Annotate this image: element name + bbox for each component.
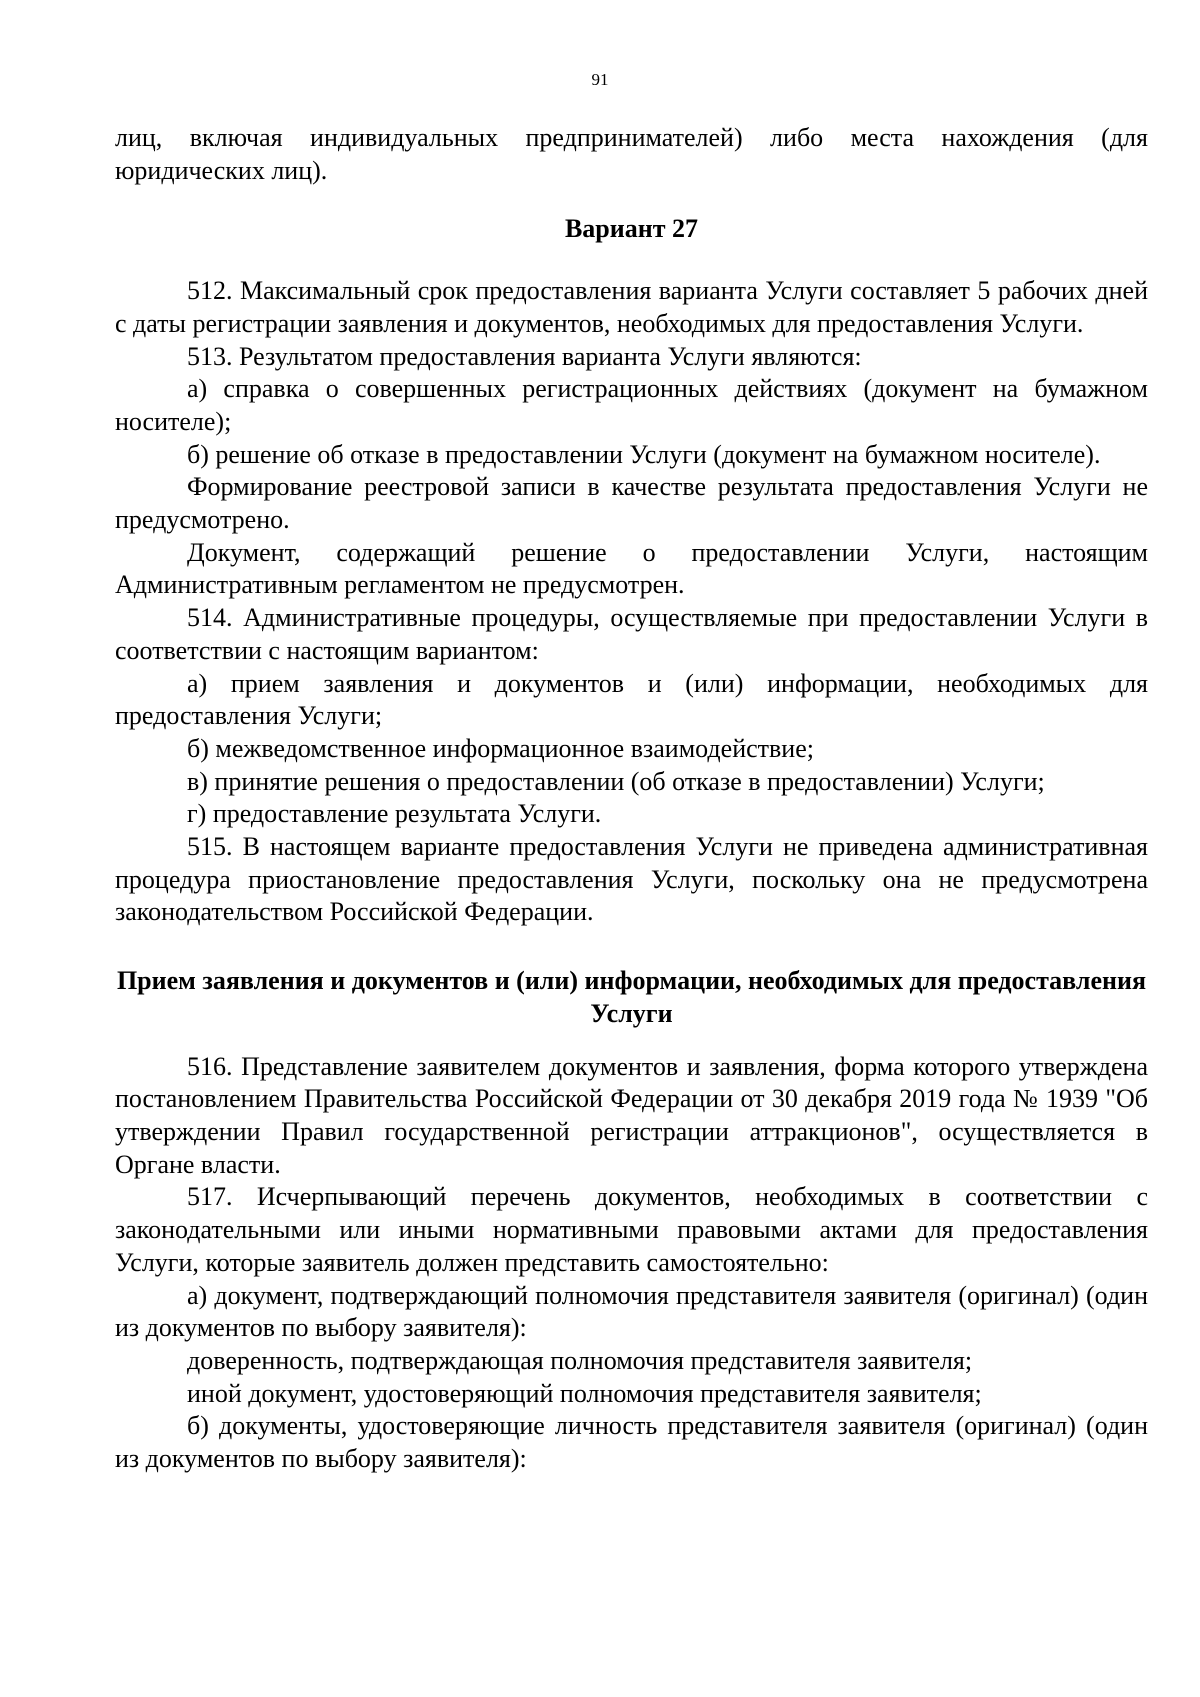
page-number: 91 (591, 70, 609, 89)
list-item-514-a: а) прием заявления и документов и (или) информации, необходимых для предоставления Услуги; (115, 668, 1148, 731)
list-subitem-517-a-power-of-attorney: доверенность, подтверждающая полномочия представителя заявителя; (187, 1345, 973, 1375)
heading-variant: Вариант 27 (564, 214, 699, 244)
list-subitem-517-a-other-document: иной документ, удостоверяющий полномочия представителя заявителя; (187, 1378, 982, 1408)
list-item-514-d: г) предоставление результата Услуги. (187, 799, 602, 829)
list-item-517-b: б) документы, удостоверяющие личность представителя заявителя (оригинал) (один из документов по выбору заявителя): (115, 1411, 1148, 1474)
paragraph-513-registry-record: Формирование реестровой записи в качестве результата предоставления Услуги не предусмотрено. (115, 472, 1148, 535)
document-body (115, 122, 1148, 1476)
paragraph-513: 513. Результатом предоставления варианта Услуги являются: (187, 341, 862, 371)
paragraph-514: 514. Административные процедуры, осуществляемые при предоставлении Услуги в соответствии с настоящим вариантом: (115, 603, 1148, 665)
paragraph-515: 515. В настоящем варианте предоставления Услуги не приведена административная процедура приостановление предоставления Услуги, поскольку она не предусмотрена законодательством Российской Федерации. (115, 832, 1148, 927)
list-item-517-a: а) документ, подтверждающий полномочия представителя заявителя (оригинал) (один из документов по выбору заявителя): (115, 1280, 1148, 1343)
paragraph-516: 516. Представление заявителем документов и заявления, форма которого утверждена постановлением Правительства Российской Федерации от 30 декабря 2019 года № 1939 "Об утверждении Правил государственной регистрации аттракционов", осуществляется в Органе власти. (115, 1051, 1148, 1179)
heading-section-reception: Прием заявления и документов и (или) информации, необходимых для предоставления Услуги (116, 966, 1147, 1028)
paragraph-513-decision-document: Документ, содержащий решение о предоставлении Услуги, настоящим Административным регламентом не предусмотрен. (115, 537, 1148, 600)
paragraph-512: 512. Максимальный срок предоставления варианта Услуги составляет 5 рабочих дней с даты регистрации заявления и документов, необходимых для предоставления Услуги. (115, 276, 1148, 338)
paragraph-517: 517. Исчерпывающий перечень документов, необходимых в соответствии с законодательными или иными нормативными правовыми актами для предоставления Услуги, которые заявитель должен представить самостоятельно: (115, 1182, 1148, 1277)
list-item-513-b: б) решение об отказе в предоставлении Услуги (документ на бумажном носителе). (187, 439, 1101, 469)
list-item-514-c: в) принятие решения о предоставлении (об отказе в предоставлении) Услуги; (187, 766, 1045, 796)
paragraph-intro-continuation: лиц, включая индивидуальных предпринимателей) либо места нахождения (для юридических лиц). (115, 123, 1148, 185)
list-item-514-b: б) межведомственное информационное взаимодействие; (187, 733, 814, 763)
list-item-513-a: а) справка о совершенных регистрационных действиях (документ на бумажном носителе); (115, 374, 1148, 436)
